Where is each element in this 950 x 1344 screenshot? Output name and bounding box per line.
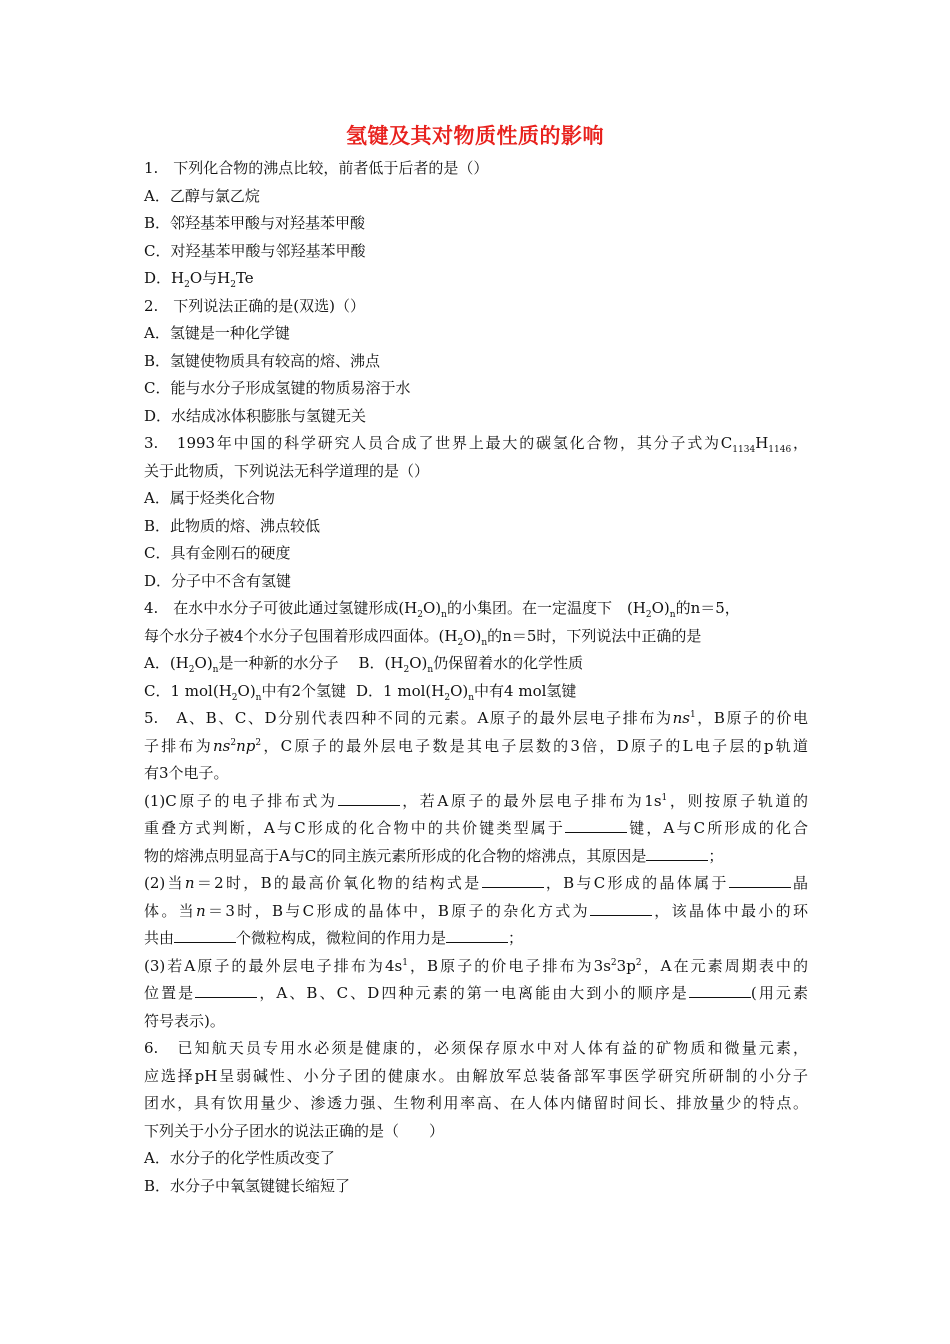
q5-stem-line-3: 有3个电子。	[144, 764, 229, 782]
q6-stem-line-4: 下列关于小分子团水的说法正确的是（ ）	[144, 1121, 445, 1140]
q4-options-cd	[144, 678, 808, 706]
answer-blank[interactable]	[195, 983, 257, 998]
q6-stem-line-2: 应选择pH呈弱碱性、小分子团的健康水。由解放军总装备部军事医学研究所研制的小分子	[144, 1066, 808, 1085]
answer-blank[interactable]	[729, 873, 791, 888]
q3-stem-line-2: 关于此物质，下列说法无科学道理的是（）	[144, 461, 430, 480]
q5-part3-line-2: 位置是 ，A、B、C、D四种元素的第一电离能由大到小的顺序是 (用元素	[144, 984, 808, 1002]
answer-blank[interactable]	[338, 791, 400, 806]
q5-part1-line-2: 重叠方式判断，A与C形成的化合物中的共价键类型属于 键，A与C所形成的化合	[144, 819, 809, 837]
q4-options-ab	[144, 650, 808, 678]
q5-part1-line-1: (1)C原子的电子排布式为 ，若A原子的最外层电子排布为$1s^1$，则按原子轨道的	[144, 791, 808, 810]
q6-stem-line-1: 6. 已知航天员专用水必须是健康的，必须保存原水中对人体有益的矿物质和微量元素，	[144, 1039, 808, 1057]
answer-blank[interactable]	[590, 901, 652, 916]
answer-blank[interactable]	[689, 983, 751, 998]
q5-stem-line-1: 5. A、B、C、D分别代表四种不同的元素。A原子的最外层电子排布为$ns^1$，B原子的价电	[144, 709, 808, 727]
q1-option-d: D．$H_2O$与$H_2Te$	[144, 269, 254, 290]
q4-option-a: A．$(H_2O)_n$是一种新的水分子	[144, 654, 339, 675]
q2-option-a: A．氢键是一种化学键	[144, 324, 290, 342]
q1-option-b: B．邻羟基苯甲酸与对羟基苯甲酸	[144, 214, 366, 232]
q3-option-b: B．此物质的熔、沸点较低	[144, 516, 321, 535]
q2-option-b: B．氢键使物质具有较高的熔、沸点	[144, 351, 381, 370]
q2-option-d: D．水结成冰体积膨胀与氢键无关	[144, 406, 367, 425]
page-title: 氢键及其对物质性质的影响	[346, 124, 604, 148]
q2-option-c: C．能与水分子形成氢键的物质易溶于水	[144, 379, 411, 397]
answer-blank[interactable]	[174, 928, 236, 943]
answer-blank[interactable]	[646, 846, 708, 861]
q5-part2-line-3: 共由 个微粒构成，微粒间的作用力是 ；	[144, 929, 524, 947]
q1-option-a: A．乙醇与氯乙烷	[144, 186, 260, 205]
q1-stem: 1. 下列化合物的沸点比较，前者低于后者的是（）	[144, 159, 489, 177]
q5-part1-line-3: 物的熔沸点明显高于A与C的同主族元素所形成的化合物的熔沸点，其原因是 ；	[144, 846, 724, 865]
answer-blank[interactable]	[482, 873, 544, 888]
answer-blank[interactable]	[446, 928, 508, 943]
q6-option-a: A．水分子的化学性质改变了	[144, 1149, 335, 1167]
answer-blank[interactable]	[565, 818, 627, 833]
q3-stem-line-1: 3. 1993年中国的科学研究人员合成了世界上最大的碳氢化合物，其分子式为$C_{1134}H_{1146}$，	[144, 434, 808, 455]
q2-stem: 2. 下列说法正确的是(双选)（）	[144, 296, 366, 315]
q5-part2-line-1: (2)当n＝2时，B的最高价氧化物的结构式是 ，B与C形成的晶体属于 晶	[144, 874, 808, 892]
q1-option-c: C．对羟基苯甲酸与邻羟基苯甲酸	[144, 241, 366, 260]
q6-stem-line-3: 团水，具有饮用量少、渗透力强、生物利用率高、在人体内储留时间长、排放量少的特点。	[144, 1094, 808, 1112]
q5-part3-line-1: (3)若A原子的最外层电子排布为$4s^1$，B原子的价电子排布为$3s^23p^2$，A在元素周期表中的	[144, 956, 808, 975]
document-body	[144, 155, 808, 1200]
q3-option-a: A．属于烃类化合物	[144, 489, 275, 507]
q5-part2-line-2: 体。当n＝3时，B与C形成的晶体中，B原子的杂化方式为 ，该晶体中最小的环	[144, 901, 808, 920]
q5-stem-line-2: 子排布为$ns^2np^2$，C原子的最外层电子数是其电子层数的3倍，D原子的L电子层的p轨道	[144, 736, 808, 755]
q6-option-b: B．水分子中氧氢键键长缩短了	[144, 1176, 351, 1195]
q4-stem-line-2: 每个水分子被4个水分子包围着形成四面体。$(H_2O)_n$的n＝5时，下列说法中正确的是	[144, 626, 702, 648]
q3-option-c: C．具有金刚石的硬度	[144, 544, 291, 562]
q4-option-c: C．1 $mol(H_2O)_n$中有2个氢键	[144, 681, 347, 703]
q4-option-d: D．1 $mol(H_2O)_n$中有4 mol氢键	[356, 681, 577, 703]
q4-option-b: B．$(H_2O)_n$仍保留着水的化学性质	[358, 654, 584, 675]
q5-part3-line-3: 符号表示)。	[144, 1011, 225, 1030]
q3-option-d: D．分子中不含有氢键	[144, 571, 292, 590]
q4-stem-line-1: 4. 在水中水分子可彼此通过氢键形成$(H_2O)_n$的小集团。在一定温度下 $(H_2O)_n$的n＝5，	[144, 599, 740, 620]
